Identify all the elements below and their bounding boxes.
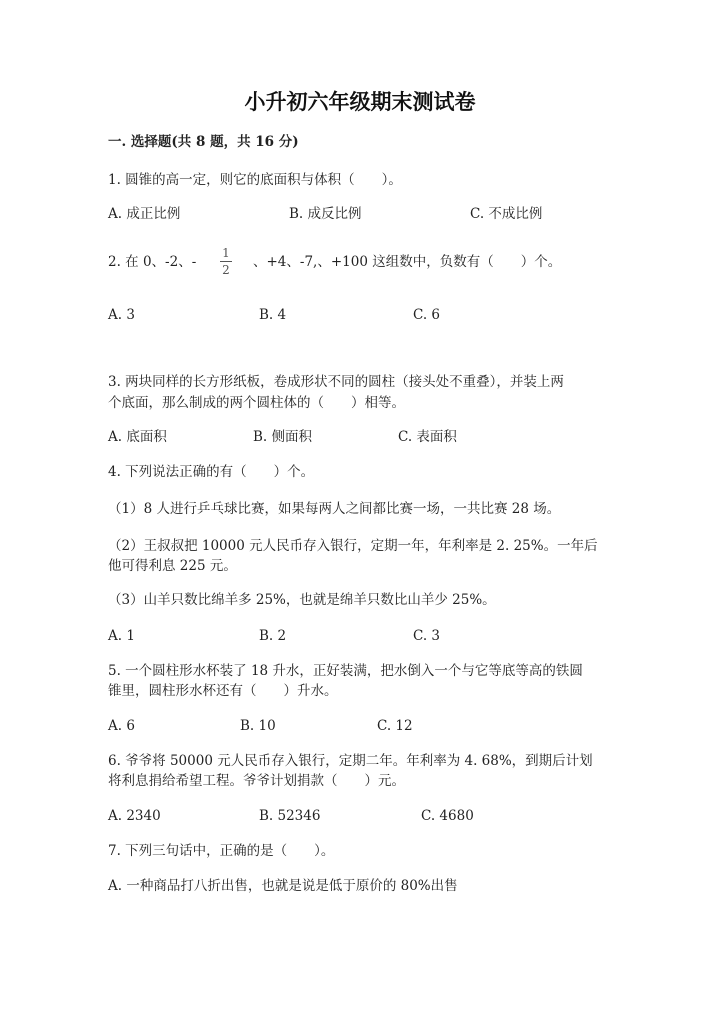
fraction-bar — [220, 261, 232, 262]
fraction-numerator: 1 — [222, 246, 230, 260]
question-3-stem-line-1: 3. 两块同样的长方形纸板，卷成形状不同的圆柱（接头处不重叠），并装上两 — [108, 374, 564, 390]
question-6-stem-line-2: 将利息捐给希望工程。爷爷计划捐款（ ）元。 — [108, 773, 405, 789]
question-2-stem-after: 、+4、-7,、+100 这组数中，负数有（ ）个。 — [253, 254, 562, 270]
page-title: 小升初六年级期末测试卷 — [244, 89, 476, 114]
question-5-stem-line-1: 5. 一个圆柱形水杯装了 18 升水，正好装满，把水倒入一个与它等底等高的铁圆 — [108, 663, 583, 679]
question-1-option-c: C. 不成比例 — [470, 206, 543, 222]
question-4-statement-3: （3）山羊只数比绵羊多 25%，也就是绵羊只数比山羊少 25%。 — [108, 592, 496, 608]
question-4-stem: 4. 下列说法正确的有（ ）个。 — [108, 464, 315, 480]
question-5-stem-line-2: 锥里，圆柱形水杯还有（ ）升水。 — [108, 683, 338, 699]
question-1-stem: 1. 圆锥的高一定，则它的底面积与体积（ ）。 — [108, 172, 402, 188]
question-3-stem-line-2: 个底面，那么制成的两个圆柱体的（ ）相等。 — [108, 395, 405, 411]
question-6-option-a: A. 2340 — [108, 808, 161, 824]
question-3-option-b: B. 侧面积 — [253, 429, 313, 445]
question-6-option-b: B. 52346 — [259, 808, 321, 824]
question-2-fraction — [219, 246, 233, 277]
section-heading: 一. 选择题(共 8 题，共 16 分) — [108, 134, 299, 150]
question-5-option-c: C. 12 — [377, 718, 413, 734]
question-2-option-c: C. 6 — [413, 307, 441, 323]
question-3-option-c: C. 表面积 — [398, 429, 457, 445]
question-4-statement-2-line-2: 他可得利息 225 元。 — [108, 558, 237, 574]
question-2-stem-before: 2. 在 0、-2、- — [108, 254, 197, 270]
question-4-option-b: B. 2 — [259, 628, 287, 644]
question-5-option-a: A. 6 — [108, 718, 135, 734]
question-2-option-a: A. 3 — [108, 307, 135, 323]
question-2-option-b: B. 4 — [259, 307, 287, 323]
question-4-statement-2-line-1: （2）王叔叔把 10000 元人民币存入银行，定期一年，年利率是 2. 25%。一年后 — [108, 538, 598, 554]
question-7-option-a: A. 一种商品打八折出售，也就是说是低于原价的 80%出售 — [108, 878, 458, 894]
question-6-option-c: C. 4680 — [421, 808, 474, 824]
question-4-option-c: C. 3 — [413, 628, 441, 644]
question-5-option-b: B. 10 — [240, 718, 276, 734]
question-4-statement-1: （1）8 人进行乒乓球比赛，如果每两人之间都比赛一场，一共比赛 28 场。 — [108, 501, 561, 517]
question-1-option-a: A. 成正比例 — [108, 206, 181, 222]
question-3-option-a: A. 底面积 — [108, 429, 167, 445]
question-6-stem-line-1: 6. 爷爷将 50000 元人民币存入银行，定期二年。年利率为 4. 68%，到期后计划 — [108, 753, 593, 769]
question-1-option-b: B. 成反比例 — [289, 206, 362, 222]
question-7-stem: 7. 下列三句话中，正确的是（ ）。 — [108, 843, 335, 859]
question-4-option-a: A. 1 — [108, 628, 135, 644]
fraction-denominator: 2 — [222, 263, 230, 277]
